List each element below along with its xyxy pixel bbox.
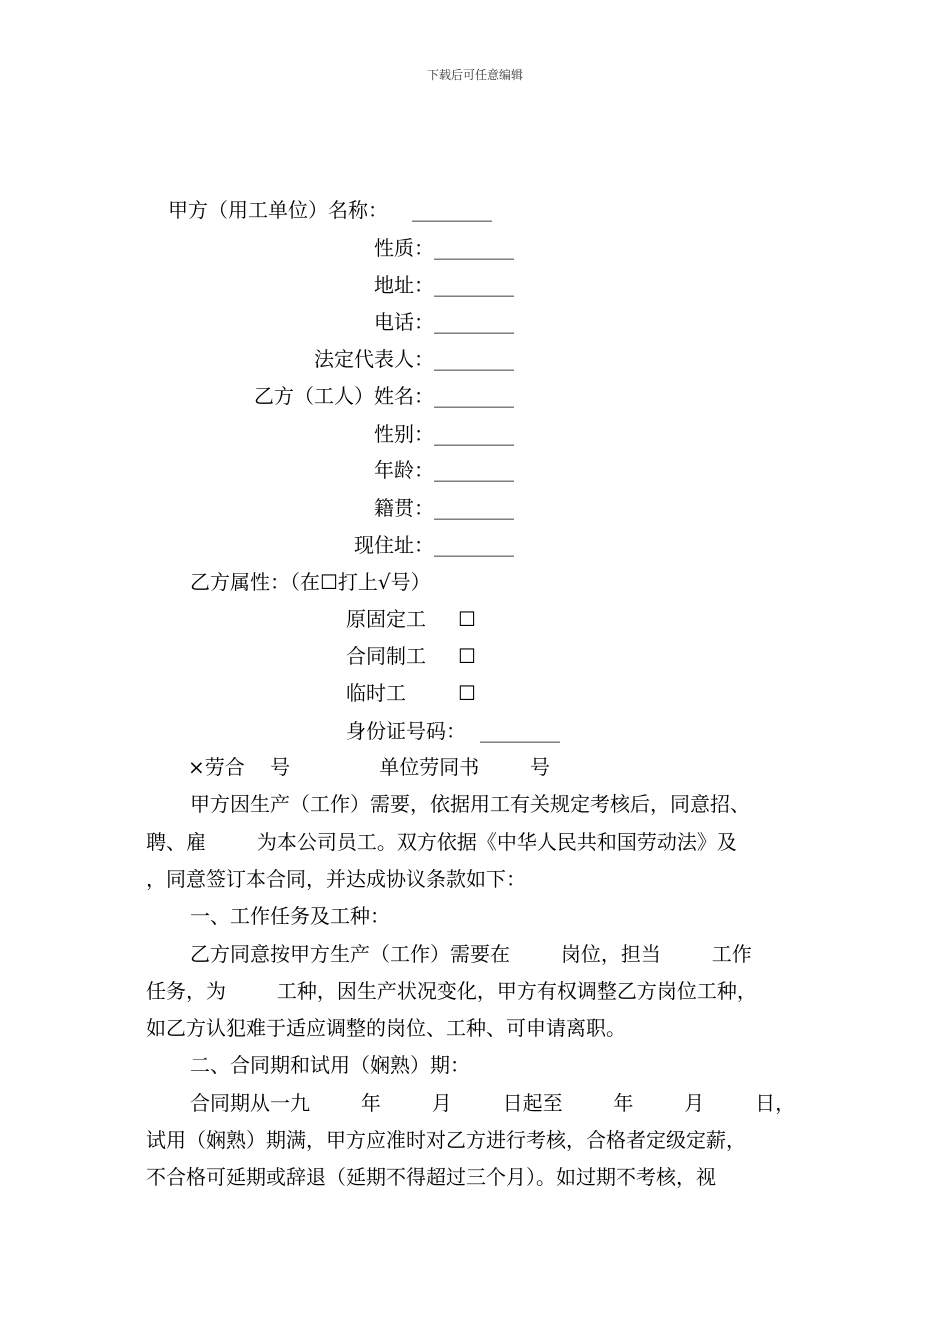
party-b-current-address-blank[interactable]: ________ bbox=[434, 533, 514, 557]
option-contract-worker-label: 合同制工 bbox=[346, 644, 426, 668]
party-b-age-label: 年龄： bbox=[374, 458, 434, 482]
party-a-nature-label: 性质： bbox=[374, 236, 434, 260]
party-a-phone-label: 电话： bbox=[374, 310, 434, 334]
party-b-name-blank[interactable]: ________ bbox=[434, 384, 514, 408]
party-b-name-label: 乙方（工人）姓名： bbox=[254, 384, 434, 408]
id-number-blank[interactable]: ________ bbox=[480, 719, 560, 743]
id-number-label: 身份证号码： bbox=[346, 719, 466, 743]
section-2-line-1: 合同期从一九 年 月 日起至 年 月 日， bbox=[190, 1091, 796, 1115]
party-a-phone-blank[interactable]: ________ bbox=[434, 310, 514, 334]
party-a-address-label: 地址： bbox=[374, 273, 434, 297]
section-2-line-3: 不合格可延期或辞退（延期不得超过三个月）。如过期不考核，视 bbox=[146, 1165, 716, 1189]
section-1-line-3: 如乙方认犯难于适应调整的岗位、工种、可申请离职。 bbox=[146, 1016, 626, 1040]
party-a-legal-rep-label: 法定代表人： bbox=[314, 347, 434, 371]
intro-line-1: 甲方因生产（工作）需要，依据用工有关规定考核后，同意招、 bbox=[190, 792, 750, 816]
section-2-title: 二、合同期和试用（娴熟）期： bbox=[190, 1053, 470, 1077]
section-2-line-2: 试用（娴熟）期满，甲方应准时对乙方进行考核，合格者定级定薪， bbox=[146, 1128, 746, 1152]
party-b-gender-blank[interactable]: ________ bbox=[434, 422, 514, 446]
intro-line-3: ，同意签订本合同，并达成协议条款如下： bbox=[146, 867, 526, 891]
header-note: 下载后可任意编辑 bbox=[426, 68, 523, 82]
option-fixed-worker-label: 原固定工 bbox=[346, 607, 426, 631]
intro-line-2: 聘、雇 为本公司员工。双方依据《中华人民共和国劳动法》及 bbox=[146, 830, 737, 854]
party-b-attribute-label: 乙方属性：（在☐打上√号） bbox=[190, 570, 431, 594]
party-b-current-address-label: 现住址： bbox=[354, 533, 434, 557]
option-temp-worker-label: 临时工 bbox=[346, 681, 406, 705]
party-a-name-blank[interactable]: ________ bbox=[412, 198, 492, 222]
party-b-native-blank[interactable]: ________ bbox=[434, 496, 514, 520]
party-b-native-label: 籍贯： bbox=[374, 496, 434, 520]
section-1-line-2: 任务，为 工种，因生产状况变化，甲方有权调整乙方岗位工种， bbox=[146, 979, 757, 1003]
option-fixed-worker-checkbox[interactable]: ☐ bbox=[458, 607, 476, 631]
party-a-legal-rep-blank[interactable]: ________ bbox=[434, 347, 514, 371]
section-1-title: 一、工作任务及工种： bbox=[190, 904, 390, 928]
party-a-nature-blank[interactable]: ________ bbox=[434, 236, 514, 260]
section-1-line-1: 乙方同意按甲方生产（工作）需要在 岗位，担当 工作 bbox=[190, 942, 752, 966]
party-a-address-blank[interactable]: ________ bbox=[434, 273, 514, 297]
contract-number-line: ×劳合 号 单位劳同书 号 bbox=[188, 755, 551, 779]
party-a-name-label: 甲方（用工单位）名称： bbox=[168, 198, 388, 222]
party-b-gender-label: 性别： bbox=[374, 422, 434, 446]
party-b-age-blank[interactable]: ________ bbox=[434, 458, 514, 482]
option-contract-worker-checkbox[interactable]: ☐ bbox=[458, 644, 476, 668]
option-temp-worker-checkbox[interactable]: ☐ bbox=[458, 681, 476, 705]
